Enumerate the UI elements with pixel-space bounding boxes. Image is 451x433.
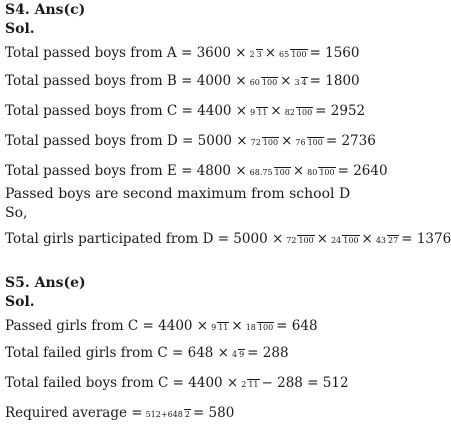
fraction-numerator: 65 — [279, 50, 290, 59]
fraction — [306, 163, 335, 179]
fraction-numerator: 43 — [375, 236, 387, 245]
equation-label: Total passed boys from B = 4000 × — [5, 73, 247, 89]
fraction-denominator: 2 — [184, 410, 190, 419]
s4-girls-row — [5, 231, 451, 247]
equation-result: = 288 — [247, 345, 289, 361]
s5-passed-girls-row — [5, 318, 318, 334]
s4-row-a — [5, 45, 359, 61]
equation-label: Total girls participated from D = 5000 × — [5, 231, 284, 247]
fraction — [249, 45, 263, 61]
fraction-denominator: 100 — [261, 78, 278, 87]
fraction — [294, 133, 323, 149]
fraction-numerator: 76 — [295, 138, 306, 147]
times-sign: × — [264, 45, 277, 61]
fraction-numerator: 9 — [211, 323, 217, 332]
times-sign: × — [281, 133, 293, 149]
s5-heading: S5. Ans(e) — [5, 275, 86, 291]
fraction-numerator: 24 — [331, 236, 342, 245]
fraction-denominator: 100 — [257, 323, 274, 332]
fraction — [231, 345, 245, 361]
s4-row-c — [5, 103, 365, 119]
fraction — [249, 103, 268, 119]
times-sign: × — [316, 231, 329, 247]
fraction-denominator: 100 — [296, 108, 313, 117]
fraction-numerator: 60 — [249, 78, 260, 87]
fraction-numerator: 2 — [241, 380, 247, 389]
fraction — [285, 231, 314, 247]
times-sign: × — [280, 73, 292, 89]
fraction — [250, 133, 279, 149]
fraction-denominator: 100 — [343, 236, 359, 245]
fraction-numerator: 80 — [307, 168, 318, 177]
equation-result: = 2736 — [325, 133, 376, 149]
fraction-numerator: 512+648 — [145, 410, 183, 419]
fraction-numerator: 82 — [284, 108, 295, 117]
s5-failed-girls-row — [5, 345, 289, 361]
fraction-numerator: 4 — [231, 350, 238, 359]
equation-label: Total passed boys from A = 3600 × — [5, 45, 247, 61]
fraction-denominator: 4 — [301, 78, 307, 87]
equation-result: = 648 — [276, 318, 318, 334]
fraction — [145, 405, 191, 421]
times-sign: × — [270, 103, 282, 119]
s4-heading: S4. Ans(c) — [5, 2, 86, 18]
equation-result: − 288 = 512 — [261, 375, 349, 391]
fraction-denominator: 11 — [257, 108, 268, 117]
s4-row-d — [5, 133, 376, 149]
fraction-denominator: 3 — [256, 50, 262, 59]
fraction-denominator: 100 — [262, 138, 279, 147]
equation-label: Total passed boys from C = 4400 × — [5, 103, 248, 119]
fraction-denominator: 100 — [298, 236, 314, 245]
equation-result: = 580 — [192, 405, 235, 421]
equation-result: = 1560 — [309, 45, 360, 61]
times-sign: × — [231, 318, 243, 334]
fraction — [375, 231, 399, 247]
fraction-numerator: 68.75 — [249, 168, 273, 177]
fraction-denominator: 27 — [388, 236, 399, 245]
s5-failed-boys-row — [5, 375, 349, 391]
s5-average-row — [5, 405, 234, 421]
equation-result: = 1376 — [401, 231, 451, 247]
fraction-denominator: 11 — [248, 380, 259, 389]
fraction-numerator: 9 — [250, 108, 256, 117]
fraction-denominator: 100 — [274, 168, 290, 177]
fraction-denominator: 11 — [218, 323, 229, 332]
fraction — [330, 231, 359, 247]
s4-row-e — [5, 163, 388, 179]
fraction-denominator: 100 — [319, 168, 335, 177]
fraction-denominator: 100 — [307, 138, 323, 147]
fraction-denominator: 9 — [239, 350, 245, 359]
equation-label: Required average = — [5, 405, 143, 421]
fraction-numerator: 72 — [250, 138, 261, 147]
equation-result: = 2952 — [315, 103, 366, 119]
fraction — [278, 45, 307, 61]
fraction-numerator: 72 — [286, 236, 297, 245]
fraction — [210, 318, 229, 334]
fraction — [249, 73, 278, 89]
fraction-numerator: 2 — [249, 50, 255, 59]
fraction-denominator: 100 — [291, 50, 307, 59]
times-sign: × — [292, 163, 305, 179]
s4-sol-label: Sol. — [5, 21, 35, 37]
equation-label: Total failed boys from C = 4400 × — [5, 375, 239, 391]
equation-label: Total passed boys from D = 5000 × — [5, 133, 248, 149]
times-sign: × — [361, 231, 373, 247]
fraction — [249, 163, 291, 179]
fraction — [240, 375, 259, 391]
fraction — [293, 73, 307, 89]
equation-result: = 2640 — [337, 163, 388, 179]
s4-conclusion: Passed boys are second maximum from school D — [5, 186, 351, 202]
fraction-numerator: 18 — [245, 323, 256, 332]
s4-row-b — [5, 73, 360, 89]
fraction — [284, 103, 313, 119]
equation-label: Total failed girls from C = 648 × — [5, 345, 229, 361]
equation-result: = 1800 — [309, 73, 360, 89]
fraction-numerator: 3 — [294, 78, 300, 87]
s4-so: So, — [5, 205, 28, 221]
fraction — [245, 318, 274, 334]
equation-label: Total passed boys from E = 4800 × — [5, 163, 247, 179]
s5-sol-label: Sol. — [5, 294, 35, 310]
equation-label: Passed girls from C = 4400 × — [5, 318, 209, 334]
